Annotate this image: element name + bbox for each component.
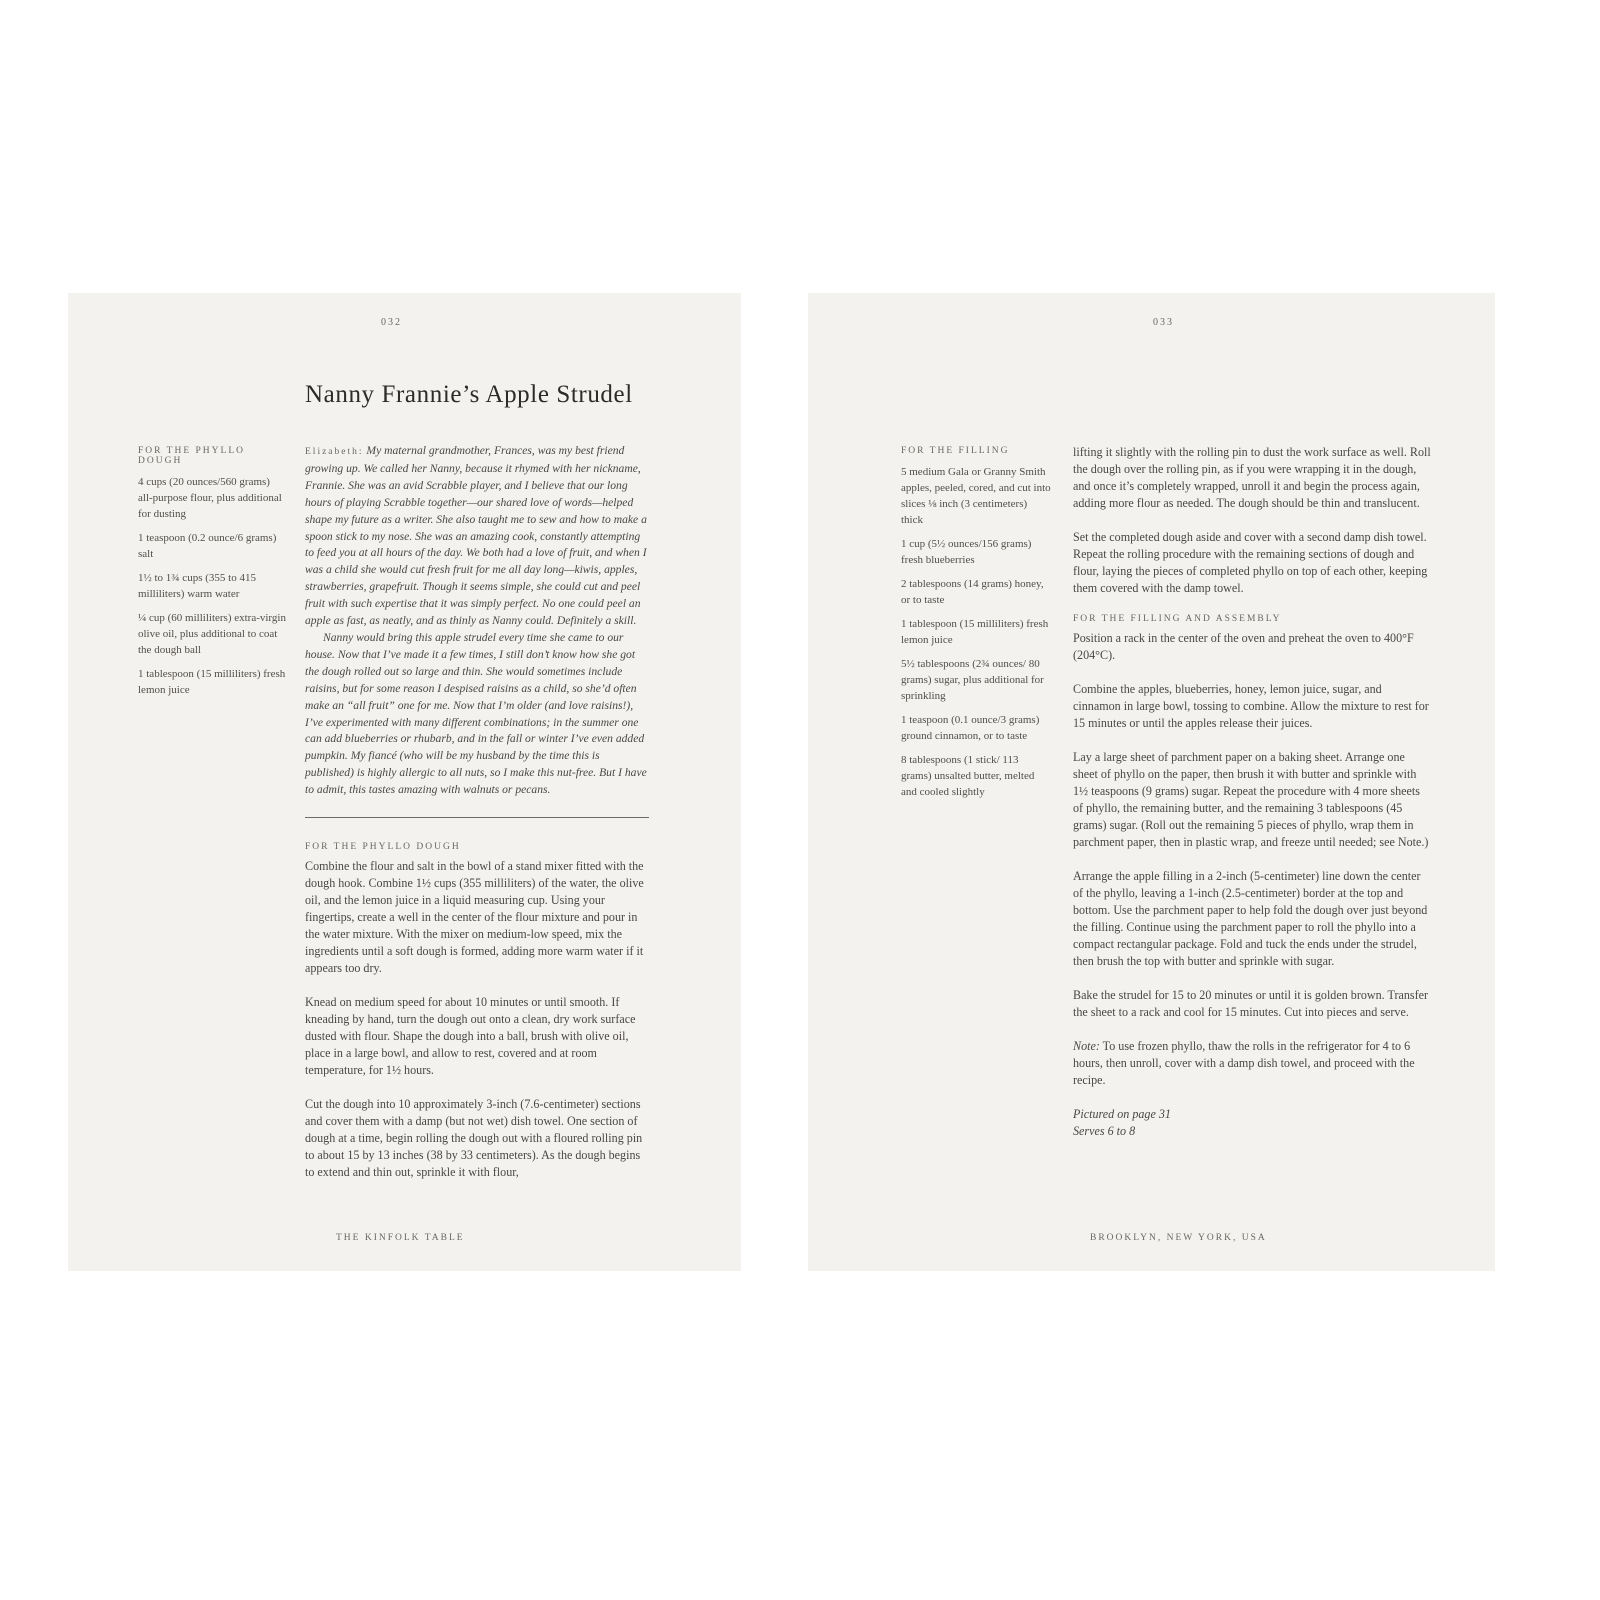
left-page: [68, 293, 741, 1271]
method-step: lifting it slightly with the rolling pin to dust the work surface as well. Roll the dough over the rolling pin, as if you were wrapping it in the dough, and once it’s completely wrapped, unroll it and begin the process again, adding more flour as needed. The dough should be thin and translucent.: [1073, 445, 1431, 510]
ingredients-heading: FOR THE FILLING: [901, 446, 1010, 456]
serving-size: Serves 6 to 8: [1073, 1124, 1136, 1138]
note-text: To use frozen phyllo, thaw the rolls in the refrigerator for 4 to 6 hours, then unroll, cover with a damp dish towel, and proceed with the recipe.: [1073, 1039, 1415, 1087]
ingredient-item: 1 tablespoon (15 milliliters) fresh lemon juice: [138, 668, 286, 696]
recipe-meta: [1073, 1106, 1431, 1140]
headnote-paragraph: My maternal grandmother, Frances, was my best friend growing up. We called her Nanny, because it rhymed with her nickname, Frannie. She was an avid Scrabble player, and I believe that our long hours of playing Scrabble together—our shared love of words—helped shape my future as a writer. She also taught me to sew and how to make a spoon stick to my nose. She was an amazing cook, constantly attempting to feed you at all hours of the day. We both had a love of fruit, and when I was a child she would cut fresh fruit for me all day long—kiwis, apples, strawberries, grapefruit. Though it seems simple, she could cut and peel fruit with such expertise that it was simply perfect. No one could peel an apple as fast, as neatly, and as thinly as Nanny could. Definitely a skill.: [305, 444, 647, 628]
running-footer: THE KINFOLK TABLE: [336, 1233, 465, 1243]
running-footer: BROOKLYN, NEW YORK, USA: [1090, 1233, 1267, 1243]
assembly-step: Position a rack in the center of the oven and preheat the oven to 400°F (204°C).: [1073, 631, 1414, 662]
ingredient-item: 5 medium Gala or Granny Smith apples, peeled, cored, and cut into slices ⅛ inch (3 centimeters) thick: [901, 466, 1051, 526]
ingredient-item: 1½ to 1¾ cups (355 to 415 milliliters) warm water: [138, 572, 256, 600]
ingredient-item: 8 tablespoons (1 stick/ 113 grams) unsalted butter, melted and cooled slightly: [901, 754, 1035, 798]
ingredient-item: 1 teaspoon (0.2 ounce/6 grams) salt: [138, 532, 277, 560]
assembly-step: Combine the apples, blueberries, honey, lemon juice, sugar, and cinnamon in large bowl, tossing to combine. Allow the mixture to rest for 15 minutes or until the apples release their juices.: [1073, 682, 1429, 730]
headnote-paragraph: Nanny would bring this apple strudel every time she came to our house. Now that I’ve made it a few times, I still don’t know how she got the dough rolled out so large and thin. She would sometimes include raisins, but for some reason I despised raisins as a child, so she’d often make an “all fruit” one for me. Now that I’m older (and love raisins!), I’ve experimented with many different combinations; in the summer one can add blueberries or rhubarb, and in the fall or winter I’ve even added pumpkin. My fiancé (who will be my husband by the time this is published) is highly allergic to all nuts, so I make this nut-free. But I have to admit, this tastes amazing with walnuts or pecans.: [305, 630, 647, 797]
assembly-heading: FOR THE FILLING AND ASSEMBLY: [1073, 614, 1282, 624]
headnote: [305, 443, 649, 799]
section-divider: [305, 817, 649, 818]
recipe-title: Nanny Frannie’s Apple Strudel: [305, 381, 633, 408]
ingredient-item: 1 tablespoon (15 milliliters) fresh lemon juice: [901, 618, 1049, 646]
recipe-note: [1073, 1038, 1431, 1089]
filling-ingredients-list: [901, 446, 1051, 808]
ingredient-item: 4 cups (20 ounces/560 grams) all-purpose flour, plus additional for dusting: [138, 476, 282, 520]
method-step: Combine the flour and salt in the bowl of a stand mixer fitted with the dough hook. Combine 1½ cups (355 milliliters) of the water, the olive oil, and the lemon juice in a liquid measuring cup. Using your fingertips, create a well in the center of the flour mixture and pour in the water mixture. With the mixer on medium-low speed, mix the ingredients until a soft dough is formed, adding more warm water if it appears too dry.: [305, 859, 644, 976]
ingredient-item: 1 cup (5½ ounces/156 grams) fresh blueberries: [901, 538, 1032, 566]
assembly-step: Arrange the apple filling in a 2-inch (5-centimeter) line down the center of the phyllo, leaving a 1-inch (2.5-centimeter) border at the top and bottom. Use the parchment paper to help fold the dough over just beyond the filling. Continue using the parchment paper to roll the phyllo into a compact rectangular package. Fold and tuck the ends under the strudel, then brush the top with butter and sprinkle with sugar.: [1073, 869, 1428, 968]
phyllo-ingredients-list: [138, 446, 286, 706]
phyllo-method: [305, 842, 649, 1181]
note-label: Note:: [1073, 1039, 1100, 1053]
ingredients-heading: FOR THE PHYLLO DOUGH: [138, 446, 245, 466]
assembly-step: Lay a large sheet of parchment paper on a baking sheet. Arrange one sheet of phyllo on the paper, then brush it with butter and sprinkle with 1½ teaspoons (9 grams) sugar. Repeat the procedure with 4 more sheets of phyllo, the remaining butter, and the remaining 3 tablespoons (45 grams) sugar. (Roll out the remaining 5 pieces of phyllo, wrap them in parchment paper, then in plastic wrap, and freeze until needed; see Note.): [1073, 750, 1429, 849]
left-main-column: [305, 443, 649, 1198]
page-number: 033: [1153, 317, 1174, 328]
method-step: Set the completed dough aside and cover with a second damp dish towel. Repeat the rolling procedure with the remaining sections of dough and flour, laying the pieces of completed phyllo on top of each other, keeping them covered with the damp towel.: [1073, 530, 1428, 595]
pictured-reference: Pictured on page 31: [1073, 1107, 1171, 1121]
headnote-speaker: Elizabeth:: [305, 447, 364, 457]
page-number: 032: [381, 317, 402, 328]
method-step: Knead on medium speed for about 10 minutes or until smooth. If kneading by hand, turn the dough out onto a clean, dry work surface dusted with flour. Shape the dough into a ball, brush with olive oil, place in a large bowl, and allow to rest, covered and at room temperature, for 1½ hours.: [305, 995, 636, 1078]
assembly-step: Bake the strudel for 15 to 20 minutes or until it is golden brown. Transfer the sheet to a rack and cool for 15 minutes. Cut into pieces and serve.: [1073, 988, 1429, 1019]
right-main-column: [1073, 444, 1431, 1157]
ingredient-item: 2 tablespoons (14 grams) honey, or to taste: [901, 578, 1044, 606]
ingredient-item: 5½ tablespoons (2¾ ounces/ 80 grams) sugar, plus additional for sprinkling: [901, 658, 1044, 702]
ingredient-item: ¼ cup (60 milliliters) extra-virgin olive oil, plus additional to coat the dough ball: [138, 612, 286, 656]
method-step: Cut the dough into 10 approximately 3-inch (7.6-centimeter) sections and cover them with a damp (but not wet) dish towel. One section of dough at a time, begin rolling the dough out with a floured rolling pin to about 15 by 13 inches (38 by 33 centimeters). As the dough begins to extend and thin out, sprinkle it with flour,: [305, 1097, 643, 1180]
ingredient-item: 1 teaspoon (0.1 ounce/3 grams) ground cinnamon, or to taste: [901, 714, 1040, 742]
right-page: [808, 293, 1495, 1271]
method-heading: FOR THE PHYLLO DOUGH: [305, 842, 461, 853]
